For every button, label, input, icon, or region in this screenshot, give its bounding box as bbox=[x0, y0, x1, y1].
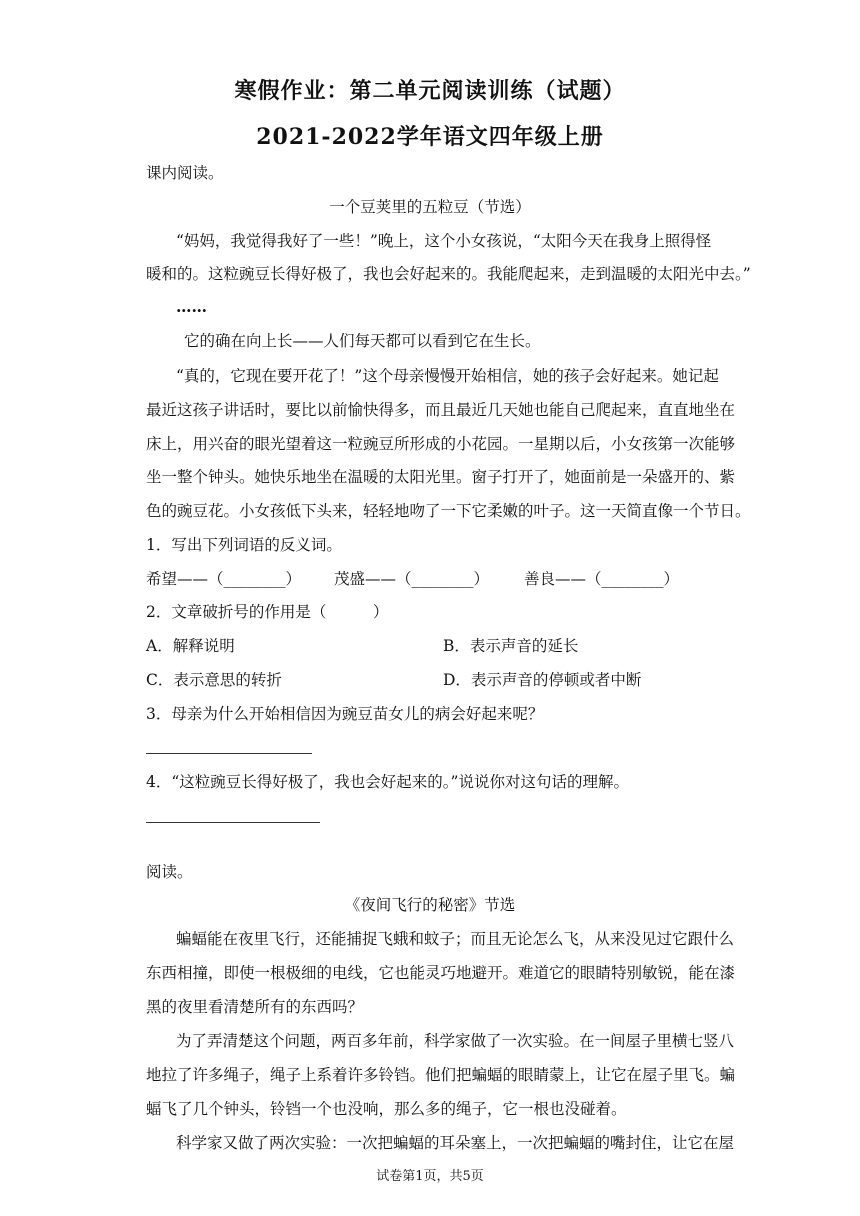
question-4: 4．“这粒豌豆长得好极了，我也会好起来的。”说说你对这句话的理解。 bbox=[146, 773, 629, 791]
answer-line-3[interactable] bbox=[146, 753, 312, 754]
passage-line: 蝠飞了几个钟头，铃铛一个也没响，那么多的绳子，它一根也没碰着。 bbox=[146, 1100, 627, 1118]
option-a[interactable]: A．解释说明 bbox=[146, 637, 235, 655]
passage-line: “真的，它现在要开花了！”这个母亲慢慢开始相信，她的孩子会好起来。她记起 bbox=[176, 367, 719, 385]
passage-line: 它的确在向上长——人们每天都可以看到它在生长。 bbox=[184, 332, 541, 350]
passage-line: 东西相撞，即使一根极细的电线，它也能灵巧地避开。难道它的眼睛特别敏锐，能在漆 bbox=[146, 964, 736, 982]
antonym-item[interactable]: 希望——（________） bbox=[146, 570, 302, 588]
passage-line: 科学家又做了两次实验：一次把蝙蝠的耳朵塞上，一次把蝙蝠的嘴封住，让它在屋 bbox=[176, 1134, 735, 1152]
page-footer: 试卷第1页，共5页 bbox=[376, 1169, 484, 1184]
passage-line: “妈妈，我觉得我好了一些！”晚上，这个小女孩说，“太阳今天在我身上照得怪 bbox=[176, 232, 712, 250]
passage-line: 地拉了许多绳子，绳子上系着许多铃铛。他们把蝙蝠的眼睛蒙上，让它在屋子里飞。蝙 bbox=[146, 1066, 736, 1084]
passage-line: 蝙蝠能在夜里飞行，还能捕捉飞蛾和蚊子；而且无论怎么飞，从来没见过它跟什么 bbox=[176, 930, 735, 948]
option-c[interactable]: C．表示意思的转折 bbox=[146, 671, 282, 689]
answer-line-4[interactable] bbox=[146, 822, 320, 823]
ellipsis-line: …… bbox=[176, 297, 207, 316]
section1-passage-title: 一个豆荚里的五粒豆（节选） bbox=[329, 198, 531, 216]
passage-line: 色的豌豆花。小女孩低下头来，轻轻地吻了一下它柔嫩的叶子。这一天简直像一个节日。 bbox=[146, 502, 751, 520]
option-d[interactable]: D．表示声音的停顿或者中断 bbox=[443, 671, 642, 689]
passage-line: 最近这孩子讲话时，要比以前愉快得多，而且最近几天她也能自己爬起来，直直地坐在 bbox=[146, 401, 736, 419]
page-subtitle: 2021-2022学年语文四年级上册 bbox=[256, 124, 604, 150]
passage-line: 为了弄清楚这个问题，两百多年前，科学家做了一次实验。在一间屋子里横七竖八 bbox=[176, 1032, 735, 1050]
question-3: 3．母亲为什么开始相信因为豌豆苗女儿的病会好起来呢？ bbox=[146, 705, 544, 723]
section2-label: 阅读。 bbox=[146, 863, 193, 881]
question-1: 1．写出下列词语的反义词。 bbox=[146, 536, 342, 554]
passage-line: 坐一整个钟头。她快乐地坐在温暖的太阳光里。窗子打开了，她面前是一朵盛开的、紫 bbox=[146, 468, 736, 486]
section2-passage-title: 《夜间飞行的秘密》节选 bbox=[344, 896, 516, 914]
option-b[interactable]: B．表示声音的延长 bbox=[443, 637, 579, 655]
passage-line: 暖和的。这粒豌豆长得好极了，我也会好起来的。我能爬起来，走到温暖的太阳光中去。” bbox=[146, 265, 751, 283]
question-2: 2．文章破折号的作用是（ ） bbox=[146, 603, 389, 621]
page-title: 寒假作业：第二单元阅读训练（试题） bbox=[234, 78, 626, 104]
passage-line: 黑的夜里看清楚所有的东西吗？ bbox=[146, 998, 364, 1016]
passage-line: 床上，用兴奋的眼光望着这一粒豌豆所形成的小花园。一星期以后，小女孩第一次能够 bbox=[146, 435, 736, 453]
antonym-item[interactable]: 茂盛——（________） bbox=[334, 570, 490, 588]
antonym-item[interactable]: 善良——（________） bbox=[524, 570, 680, 588]
section1-label: 课内阅读。 bbox=[146, 164, 224, 182]
